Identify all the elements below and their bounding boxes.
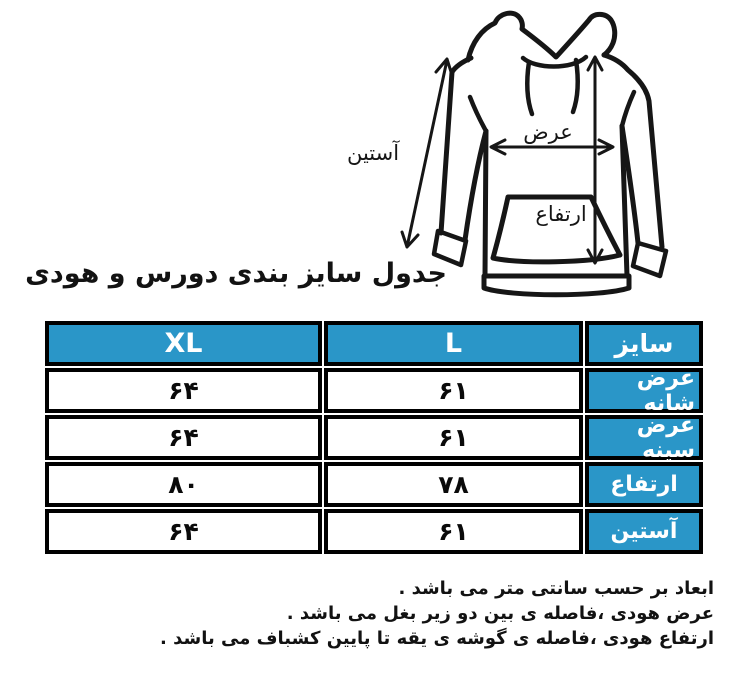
diagram-height-label: ارتفاع [535,202,587,226]
drawstring-right-icon [573,60,578,112]
cell-chest-width-l: ۶۱ [324,415,583,460]
height-arrow-icon [588,57,602,263]
footnotes [114,576,714,651]
size-table [45,321,703,554]
note-height-def: ارتفاع هودی ،فاصله ی گوشه ی یقه تا پایین کشباف می باشد . [160,628,714,649]
cell-sleeve-xl: ۶۴ [45,509,322,554]
page-title: جدول سایز بندی دورس و هودی [25,258,447,289]
column-header-size: سایز [585,321,703,366]
row-header-sleeve: آستین [585,509,703,554]
drawstring-left-icon [527,62,532,114]
right-cuff-outline [633,243,666,276]
cell-height-l: ۷۸ [324,462,583,507]
left-armhole-seam [470,97,486,131]
diagram-sleeve-label: آستین [346,141,400,165]
row-header-height: ارتفاع [585,462,703,507]
cell-shoulder-width-l: ۶۱ [324,368,583,413]
column-header-l: L [324,321,583,366]
column-header-xl: XL [45,321,322,366]
cell-chest-width-xl: ۶۴ [45,415,322,460]
row-header-shoulder-width: عرض شانه [585,368,703,413]
hood-outline [468,13,615,60]
note-units: ابعاد بر حسب سانتی متر می باشد . [398,578,714,599]
cell-sleeve-l: ۶۱ [324,509,583,554]
cell-shoulder-width-xl: ۶۴ [45,368,322,413]
cell-height-xl: ۸۰ [45,462,322,507]
diagram-width-label: عرض [523,120,573,144]
note-width-def: عرض هودی ،فاصله ی بین دو زیر بغل می باشد . [286,603,714,624]
row-header-chest-width: عرض سینه [585,415,703,460]
right-armhole-seam [622,92,634,126]
left-shoulder-sleeve-outline [441,58,471,233]
left-sleeve-inner-seam [465,131,486,240]
